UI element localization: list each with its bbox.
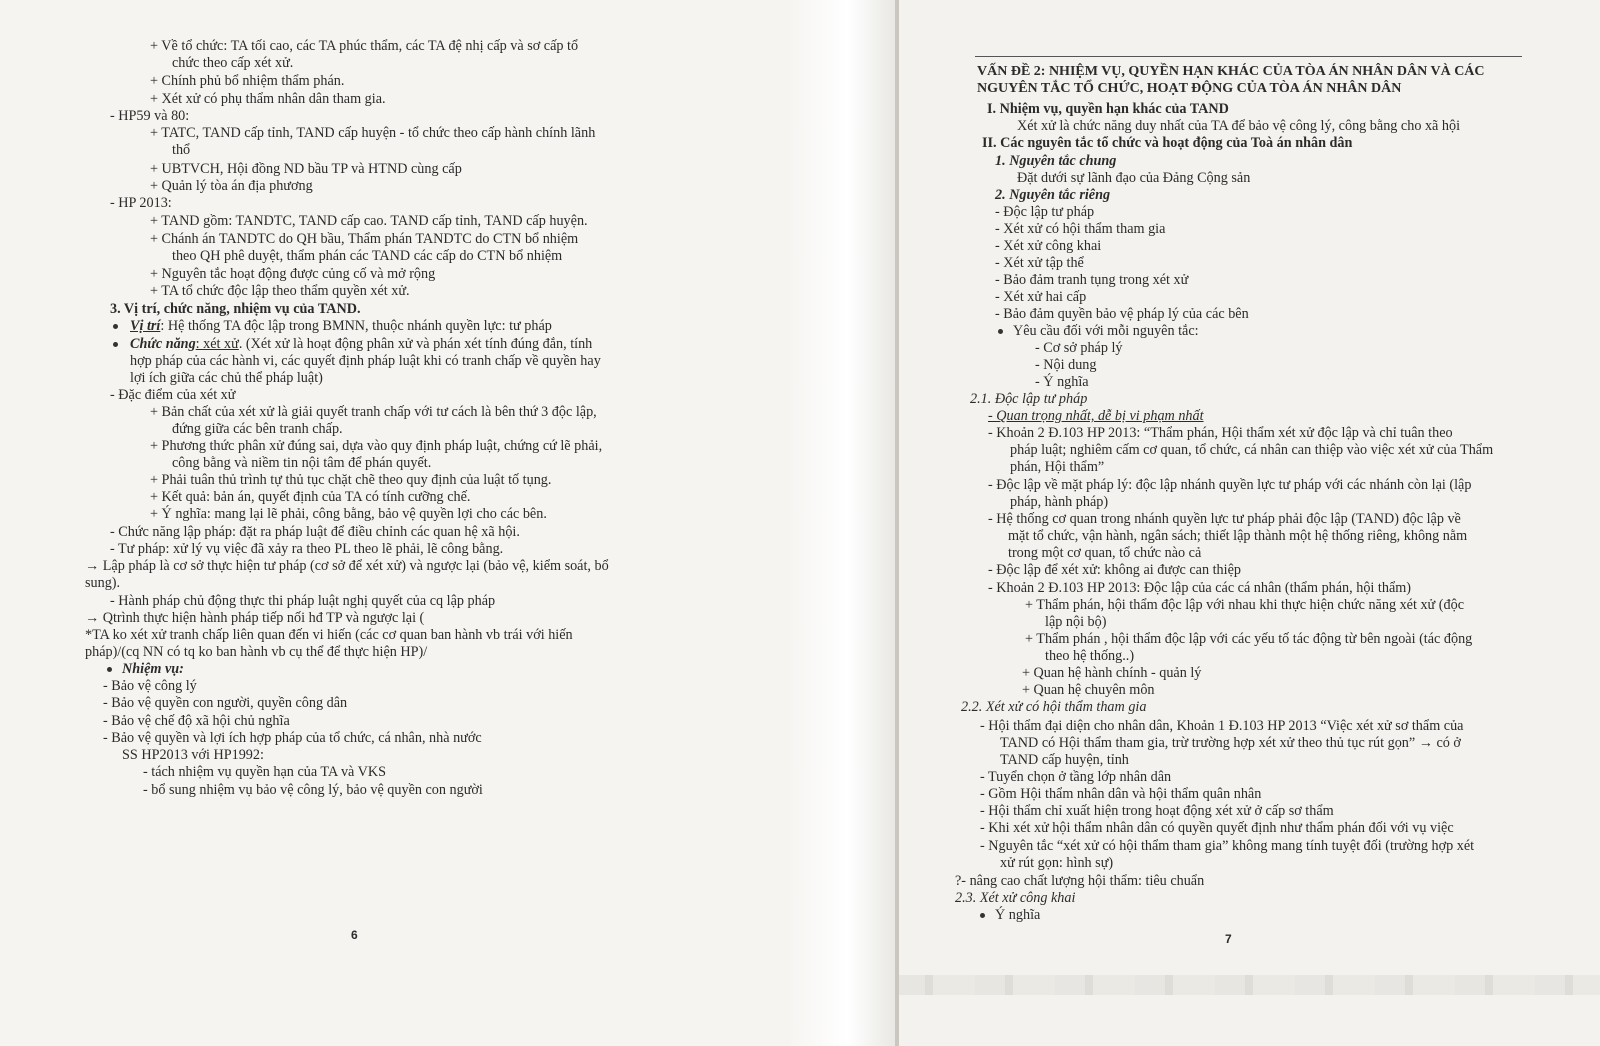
text-line: TAND cấp huyện, tỉnh bbox=[1000, 752, 1129, 768]
text-line: phán, Hội thẩm” bbox=[1010, 459, 1105, 475]
text-line: xử rút gọn: hình sự) bbox=[1000, 855, 1114, 871]
text-line: - Hệ thống cơ quan trong nhánh quyền lực tư pháp phải độc lập (TAND) độc lập về bbox=[988, 511, 1461, 527]
text-line: - Độc lập tư pháp bbox=[995, 204, 1095, 220]
text-line: + Chính phủ bổ nhiệm thẩm phán. bbox=[150, 73, 345, 89]
text-line: - bổ sung nhiệm vụ bảo vệ công lý, bảo vệ quyền con người bbox=[143, 782, 483, 798]
text-line: + Chánh án TANDTC do QH bầu, Thẩm phán TANDTC do CTN bổ nhiệm bbox=[150, 231, 579, 247]
page-number: 7 bbox=[1225, 932, 1232, 946]
text-line: - Bảo vệ chế độ xã hội chủ nghĩa bbox=[103, 713, 290, 729]
text-line: - Bảo đảm tranh tụng trong xét xử bbox=[995, 272, 1189, 288]
text-line: Vị trí: Hệ thống TA độc lập trong BMNN, thuộc nhánh quyền lực: tư pháp bbox=[130, 318, 552, 334]
text-line: pháp, hành pháp) bbox=[1010, 494, 1109, 510]
page-heading: VẤN ĐỀ 2: NHIỆM VỤ, QUYỀN HẠN KHÁC CỦA TÒA ÁN NHÂN DÂN VÀ CÁC bbox=[977, 64, 1485, 79]
text-line: Ý nghĩa bbox=[995, 907, 1041, 923]
text-line: - Hội thẩm chỉ xuất hiện trong hoạt động xét xử ở cấp sơ thẩm bbox=[980, 803, 1334, 819]
bullet-icon bbox=[980, 913, 985, 918]
section-heading: Nhiệm vụ: bbox=[122, 661, 184, 677]
text-line: - Xét xử tập thể bbox=[995, 255, 1084, 271]
text-line: sung). bbox=[85, 575, 121, 591]
text-line: + Phải tuân thủ trình tự thủ tục chặt chẽ theo quy định của luật tố tụng. bbox=[150, 472, 552, 488]
book-gutter bbox=[790, 0, 895, 1046]
subsection-heading: 2.3. Xét xử công khai bbox=[955, 890, 1076, 906]
text-line: *TA ko xét xử tranh chấp liên quan đến vi hiến (các cơ quan ban hành vb trái với hiến bbox=[85, 627, 573, 643]
bullet-icon bbox=[107, 667, 112, 672]
text-line: - Nguyên tắc “xét xử có hội thẩm tham gia” không mang tính tuyệt đối (trường hợp xét bbox=[980, 838, 1475, 854]
subsection-heading: 2.2. Xét xử có hội thẩm tham gia bbox=[961, 699, 1147, 715]
text-line: - Nội dung bbox=[1035, 357, 1097, 373]
text-line: - Cơ sở pháp lý bbox=[1035, 340, 1123, 356]
text-line: ?- nâng cao chất lượng hội thẩm: tiêu chuẩn bbox=[955, 873, 1205, 889]
page-number: 6 bbox=[351, 928, 358, 942]
text-line: - Khoản 2 Đ.103 HP 2013: “Thẩm phán, Hội thẩm xét xử độc lập và chỉ tuân theo bbox=[988, 425, 1453, 441]
text-line: hợp pháp của các hành vi, các quyết định pháp luật khi có tranh chấp về quyền hay bbox=[130, 353, 601, 369]
bullet-icon bbox=[998, 329, 1003, 334]
text-line: - Xét xử có hội thẩm tham gia bbox=[995, 221, 1166, 237]
text-line: chức theo cấp xét xử. bbox=[172, 55, 294, 71]
text-line: lập nội bộ) bbox=[1045, 614, 1107, 630]
text-line: Xét xử là chức năng duy nhất của TA để bảo vệ công lý, công bằng cho xã hội bbox=[1017, 118, 1461, 134]
text-line: trong một cơ quan, tổ chức nào cả bbox=[1008, 545, 1202, 561]
text-line: công bằng và niềm tin nội tâm để phán quyết. bbox=[172, 455, 432, 471]
subsection-heading: 2.1. Độc lập tư pháp bbox=[970, 391, 1088, 407]
text-line: + TATC, TAND cấp tỉnh, TAND cấp huyện - tổ chức theo cấp hành chính lãnh bbox=[150, 125, 596, 141]
text-line: + Quan hệ chuyên môn bbox=[1022, 682, 1155, 698]
page-edge bbox=[895, 0, 899, 1046]
text-line: - Bảo đảm quyền bảo vệ pháp lý của các bên bbox=[995, 306, 1249, 322]
text-line: + TA tổ chức độc lập theo thẩm quyền xét xử. bbox=[150, 283, 410, 299]
text-line: mặt tổ chức, vận hành, ngân sách; thiết lập thành một hệ thống riêng, không nằm bbox=[1008, 528, 1468, 544]
scan-shadow bbox=[895, 975, 1600, 995]
section-heading: II. Các nguyên tắc tổ chức và hoạt động của Toà án nhân dân bbox=[982, 135, 1353, 151]
text-line: + UBTVCH, Hội đồng ND bầu TP và HTND cùng cấp bbox=[150, 161, 462, 177]
page-heading: NGUYÊN TẮC TỔ CHỨC, HOẠT ĐỘNG CỦA TÒA ÁN NHÂN DÂN bbox=[977, 81, 1402, 96]
text-line: + Xét xử có phụ thẩm nhân dân tham gia. bbox=[150, 91, 386, 107]
text-line: - Khi xét xử hội thẩm nhân dân có quyền quyết định như thẩm phán đối với vụ việc bbox=[980, 820, 1454, 836]
text-line: - Độc lập về mặt pháp lý: độc lập nhánh quyền lực tư pháp với các nhánh còn lại (lập bbox=[988, 477, 1472, 493]
text-line: + Phương thức phân xử đúng sai, dựa vào quy định pháp luật, chứng cứ lẽ phải, bbox=[150, 438, 603, 454]
text-line: theo hệ thống..) bbox=[1045, 648, 1135, 664]
text-line: đứng giữa các bên tranh chấp. bbox=[172, 421, 343, 437]
text-line: - Gồm Hội thẩm nhân dân và hội thẩm quân nhân bbox=[980, 786, 1262, 802]
text-line: theo QH phê duyệt, thẩm phán các TAND các cấp do CTN bổ nhiệm bbox=[172, 248, 563, 264]
text-line: - Khoản 2 Đ.103 HP 2013: Độc lập của các cá nhân (thẩm phán, hội thẩm) bbox=[988, 580, 1412, 596]
section-heading: 3. Vị trí, chức năng, nhiệm vụ của TAND. bbox=[110, 301, 361, 317]
text-line: lợi ích giữa các chủ thể pháp luật) bbox=[130, 370, 323, 386]
text-line: - tách nhiệm vụ quyền hạn của TA và VKS bbox=[143, 764, 387, 780]
text-line: + Về tổ chức: TA tối cao, các TA phúc thẩm, các TA đệ nhị cấp và sơ cấp tổ bbox=[150, 38, 579, 54]
subsection-heading: 2. Nguyên tắc riêng bbox=[995, 187, 1111, 203]
text-line: → Lập pháp là cơ sở thực hiện tư pháp (cơ sở để xét xử) và ngược lại (bảo vệ, kiểm soát, bổ bbox=[85, 558, 609, 574]
text-line: + Ý nghĩa: mang lại lẽ phải, công bằng, bảo vệ quyền lợi cho các bên. bbox=[150, 506, 547, 522]
bullet-icon bbox=[113, 324, 118, 329]
text-line: - Độc lập để xét xử: không ai được can thiệp bbox=[988, 562, 1241, 578]
text-line: + Quan hệ hành chính - quản lý bbox=[1022, 665, 1202, 681]
text-line: TAND có Hội thẩm tham gia, trừ trường hợp xét xử theo thủ tục rút gọn” → có ở bbox=[1000, 735, 1461, 751]
text-line: Chức năng: xét xử. (Xét xử là hoạt động phân xử và phán xét tính đúng đắn, tính bbox=[130, 336, 593, 352]
text-line: Đặt dưới sự lãnh đạo của Đảng Cộng sản bbox=[1017, 170, 1251, 186]
section-heading: I. Nhiệm vụ, quyền hạn khác của TAND bbox=[987, 101, 1229, 117]
text-line: - Đặc điểm của xét xử bbox=[110, 387, 236, 403]
text-line: - Bảo vệ quyền và lợi ích hợp pháp của tổ chức, cá nhân, nhà nước bbox=[103, 730, 482, 746]
header-rule bbox=[975, 56, 1522, 57]
text-line: - Bảo vệ công lý bbox=[103, 678, 197, 694]
text-line: - Xét xử công khai bbox=[995, 238, 1102, 254]
text-line: - Hành pháp chủ động thực thi pháp luật nghị quyết của cq lập pháp bbox=[110, 593, 496, 609]
text-line: + TAND gồm: TANDTC, TAND cấp cao. TAND cấp tỉnh, TAND cấp huyện. bbox=[150, 213, 588, 229]
text-line: - Bảo vệ quyền con người, quyền công dân bbox=[103, 695, 348, 711]
text-line: - Chức năng lập pháp: đặt ra pháp luật để điều chỉnh các quan hệ xã hội. bbox=[110, 524, 520, 540]
bullet-icon bbox=[113, 342, 118, 347]
text-line: - Xét xử hai cấp bbox=[995, 289, 1087, 305]
text-line: → Qtrình thực hiện hành pháp tiếp nối hđ TP và ngược lại ( bbox=[85, 610, 425, 626]
subsection-heading: 1. Nguyên tắc chung bbox=[995, 153, 1117, 169]
text-line: SS HP2013 với HP1992: bbox=[122, 747, 264, 763]
text-line: pháp)/(cq NN có tq ko ban hành vb cụ thể để thực hiện HP)/ bbox=[85, 644, 428, 660]
text-line: + Thẩm phán, hội thẩm độc lập với nhau khi thực hiện chức năng xét xử (độc bbox=[1025, 597, 1465, 613]
text-line: - HP 2013: bbox=[110, 195, 172, 211]
text-line: + Nguyên tắc hoạt động được củng cố và mở rộng bbox=[150, 266, 436, 282]
text-line: pháp luật; nghiêm cấm cơ quan, tổ chức, cá nhân can thiệp vào việc xét xử của Thẩm bbox=[1010, 442, 1494, 458]
text-line: + Kết quả: bản án, quyết định của TA có tính cưỡng chế. bbox=[150, 489, 471, 505]
text-line: + Thẩm phán , hội thẩm độc lập với các yếu tố tác động từ bên ngoài (tác động bbox=[1025, 631, 1473, 647]
text-line: + Bản chất của xét xử là giải quyết tranh chấp với tư cách là bên thứ 3 độc lập, bbox=[150, 404, 597, 420]
text-line: thổ bbox=[172, 142, 191, 158]
text-line: - Hội thẩm đại diện cho nhân dân, Khoản 1 Đ.103 HP 2013 “Việc xét xử sơ thẩm của bbox=[980, 718, 1464, 734]
text-line: + Quản lý tòa án địa phương bbox=[150, 178, 313, 194]
text-line: Yêu cầu đối với mỗi nguyên tắc: bbox=[1013, 323, 1199, 339]
text-line: - Ý nghĩa bbox=[1035, 374, 1089, 390]
left-page bbox=[0, 0, 790, 1046]
text-line: - Tư pháp: xử lý vụ việc đã xảy ra theo PL theo lẽ phải, lẽ công bằng. bbox=[110, 541, 504, 557]
text-line: - Tuyển chọn ở tầng lớp nhân dân bbox=[980, 769, 1172, 785]
text-line: - Quan trọng nhất, dễ bị vi phạm nhất bbox=[988, 408, 1204, 424]
text-line: - HP59 và 80: bbox=[110, 108, 190, 124]
right-page bbox=[895, 0, 1600, 1046]
